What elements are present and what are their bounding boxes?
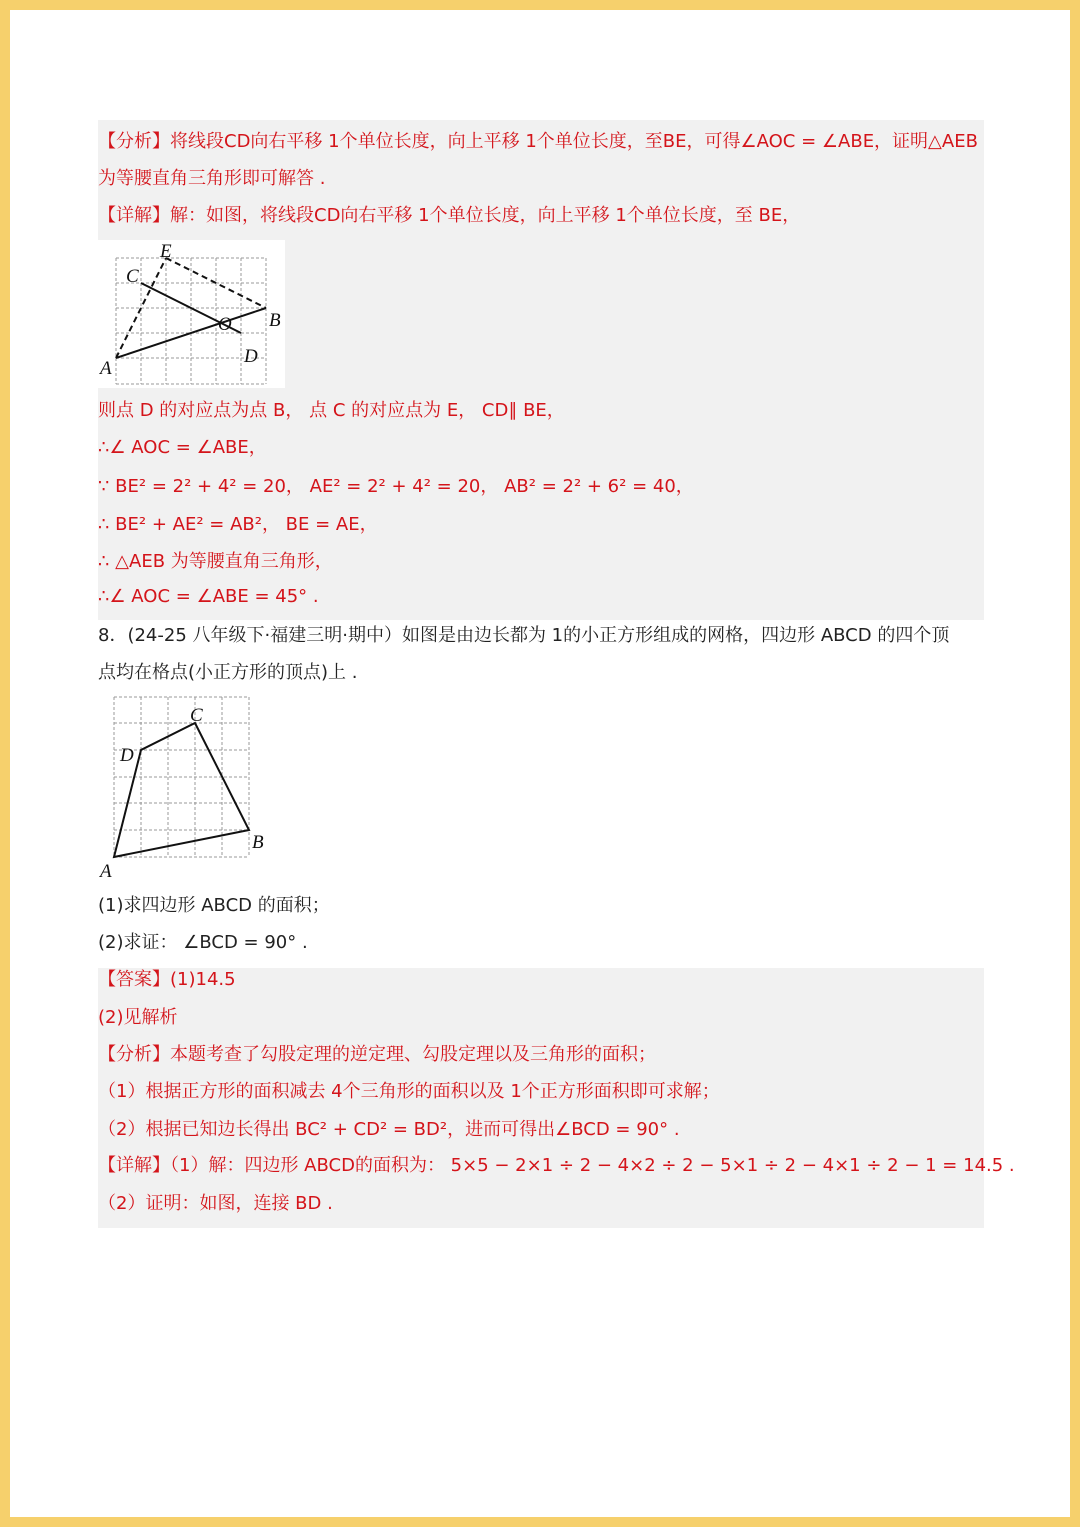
answer-detail: 【详解】（1）解：四边形 ABCD的面积为： 5×5 − 2×1 ÷ 2 − 4×2 ÷ 2 − 5×1 ÷ 2 − 4×1 ÷ 2 − 1 = 14.5 . xyxy=(98,1155,1015,1176)
answer-analysis-2: （2）根据已知边长得出 BC² + CD² = BD²，进而可得出∠BCD = 90° . xyxy=(98,1119,680,1140)
detail-line-2: ∴∠ AOC = ∠ABE， xyxy=(98,437,267,458)
sub-question-1: (1)求四边形 ABCD 的面积； xyxy=(98,895,330,916)
figure-grid-abcd xyxy=(98,693,278,879)
label-d: D xyxy=(244,346,258,367)
question-8-line-1: 8．(24-25 八年级下·福建三明·期中）如图是由边长都为 1的小正方形组成的网格，四边形 ABCD 的四个顶 xyxy=(98,625,950,646)
label-c: C xyxy=(190,705,203,726)
detail-line-6: ∴∠ AOC = ∠ABE = 45° . xyxy=(98,586,319,607)
answer-line-1: 【答案】(1)14.5 xyxy=(98,969,236,990)
detail-line-4: ∴ BE² + AE² = AB²， BE = AE， xyxy=(98,514,378,535)
label-d: D xyxy=(120,745,134,766)
label-a: A xyxy=(100,861,112,879)
detail-line-1: 则点 D 的对应点为点 B， 点 C 的对应点为 E， CD∥ BE， xyxy=(98,400,565,421)
answer-analysis: 【分析】本题考查了勾股定理的逆定理、勾股定理以及三角形的面积； xyxy=(98,1044,656,1065)
label-b: B xyxy=(252,832,264,853)
detail-intro: 【详解】解：如图，将线段CD向右平移 1个单位长度，向上平移 1个单位长度，至 BE， xyxy=(98,205,801,226)
label-c: C xyxy=(126,266,139,287)
quadrilateral-abcd xyxy=(114,723,249,857)
label-b: B xyxy=(269,310,281,331)
answer-proof: （2）证明：如图，连接 BD . xyxy=(98,1193,333,1214)
label-e: E xyxy=(160,241,172,262)
label-a: A xyxy=(100,358,112,379)
analysis-line-1: 【分析】将线段CD向右平移 1个单位长度，向上平移 1个单位长度，至BE，可得∠AOC = ∠ABE，证明△AEB xyxy=(98,131,978,152)
detail-line-5: ∴ △AEB 为等腰直角三角形， xyxy=(98,551,333,572)
answer-analysis-1: （1）根据正方形的面积减去 4个三角形的面积以及 1个正方形面积即可求解； xyxy=(98,1081,720,1102)
detail-line-3: ∵ BE² = 2² + 4² = 20， AE² = 2² + 4² = 20， AB² = 2² + 6² = 40， xyxy=(98,476,694,497)
label-o: O xyxy=(218,314,232,335)
document-page xyxy=(10,10,1070,1517)
analysis-line-2: 为等腰直角三角形即可解答 . xyxy=(98,168,326,189)
figure-grid-aeb xyxy=(98,240,285,388)
question-8-line-2: 点均在格点(小正方形的顶点)上 . xyxy=(98,662,358,683)
sub-question-2: (2)求证： ∠BCD = 90° . xyxy=(98,932,308,953)
answer-line-2: (2)见解析 xyxy=(98,1007,178,1028)
